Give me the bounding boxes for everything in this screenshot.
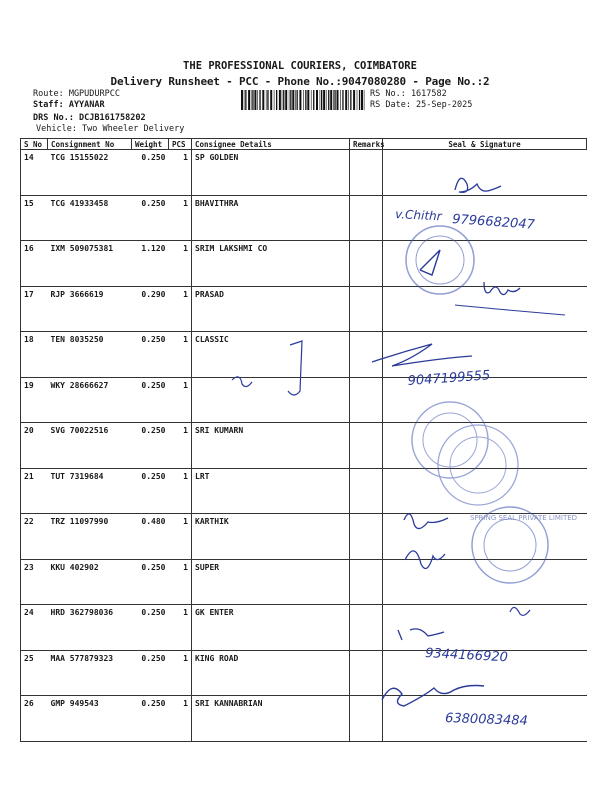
seal-signature-cell <box>383 195 587 241</box>
weight-cell: 0.290 <box>132 286 169 332</box>
consignment-cell: TEN 8035250 <box>48 332 132 378</box>
pcs-cell: 1 <box>169 423 192 469</box>
consignment-cell: KKU 402902 <box>48 559 132 605</box>
consignment-cell: TRZ 11097990 <box>48 514 132 560</box>
col-weight: Weight <box>132 139 169 150</box>
consignee-cell: KING ROAD <box>192 650 350 696</box>
weight-cell: 0.250 <box>132 650 169 696</box>
seal-signature-cell <box>383 696 587 742</box>
vehicle-label: Vehicle: Two Wheeler Delivery <box>36 124 185 134</box>
sno-cell: 19 <box>21 377 48 423</box>
remarks-cell <box>350 286 383 332</box>
pcs-cell: 1 <box>169 468 192 514</box>
weight-cell: 0.250 <box>132 605 169 651</box>
pcs-cell: 1 <box>169 195 192 241</box>
col-consignment: Consignment No <box>48 139 132 150</box>
remarks-cell <box>350 150 383 196</box>
table-row <box>21 514 587 560</box>
consignee-cell: BHAVITHRA <box>192 195 350 241</box>
table-row <box>21 559 587 605</box>
seal-signature-cell <box>383 468 587 514</box>
pcs-cell: 1 <box>169 696 192 742</box>
table-row <box>21 332 587 378</box>
remarks-cell <box>350 332 383 378</box>
barcode-image <box>241 90 365 110</box>
consignee-cell: SRIM LAKSHMI CO <box>192 241 350 287</box>
seal-signature-cell <box>383 241 587 287</box>
weight-cell: 0.480 <box>132 514 169 560</box>
consignment-cell: MAA 577879323 <box>48 650 132 696</box>
handwritten-name: v.Chithr <box>394 207 443 224</box>
table-row <box>21 696 587 742</box>
consignee-cell: KARTHIK <box>192 514 350 560</box>
rs-date-label: RS Date: 25-Sep-2025 <box>370 100 473 110</box>
pcs-cell: 1 <box>169 377 192 423</box>
remarks-cell <box>350 696 383 742</box>
pcs-cell: 1 <box>169 286 192 332</box>
consignee-cell: SP GOLDEN <box>192 150 350 196</box>
table-row <box>21 150 587 196</box>
consignment-cell: SVG 70022516 <box>48 423 132 469</box>
col-consignee: Consignee Details <box>192 139 350 150</box>
consignment-cell: HRD 362798036 <box>48 605 132 651</box>
sno-cell: 18 <box>21 332 48 378</box>
table-row <box>21 241 587 287</box>
pcs-cell: 1 <box>169 605 192 651</box>
sno-cell: 21 <box>21 468 48 514</box>
table-row <box>21 650 587 696</box>
weight-cell: 0.250 <box>132 696 169 742</box>
remarks-cell <box>350 605 383 651</box>
staff-label: Staff: AYYANAR <box>33 100 105 110</box>
handwritten-phone: 9047199555 <box>407 368 491 389</box>
drs-label: DRS No.: DCJB161758202 <box>33 113 146 123</box>
remarks-cell <box>350 423 383 469</box>
consignment-cell: TCG 15155022 <box>48 150 132 196</box>
table-row <box>21 195 587 241</box>
pcs-cell: 1 <box>169 514 192 560</box>
seal-signature-cell <box>383 605 587 651</box>
seal-signature-cell <box>383 559 587 605</box>
sno-cell: 26 <box>21 696 48 742</box>
col-pcs: PCS <box>169 139 192 150</box>
sno-cell: 17 <box>21 286 48 332</box>
consignment-cell: TCG 41933458 <box>48 195 132 241</box>
consignee-cell <box>192 377 350 423</box>
pcs-cell: 1 <box>169 332 192 378</box>
seal-signature-cell <box>383 650 587 696</box>
seal-signature-cell <box>383 377 587 423</box>
seal-signature-cell <box>383 514 587 560</box>
remarks-cell <box>350 377 383 423</box>
table-row <box>21 286 587 332</box>
remarks-cell <box>350 650 383 696</box>
table-header-row <box>21 139 587 150</box>
consignment-cell: WKY 28666627 <box>48 377 132 423</box>
weight-cell: 0.250 <box>132 559 169 605</box>
remarks-cell <box>350 514 383 560</box>
route-label: Route: MGPUDURPCC <box>33 89 120 99</box>
col-remarks: Remarks <box>350 139 383 150</box>
seal-signature-cell <box>383 286 587 332</box>
consignment-cell: GMP 949543 <box>48 696 132 742</box>
sno-cell: 16 <box>21 241 48 287</box>
pcs-cell: 1 <box>169 241 192 287</box>
table-row <box>21 605 587 651</box>
pcs-cell: 1 <box>169 559 192 605</box>
remarks-cell <box>350 468 383 514</box>
weight-cell: 0.250 <box>132 150 169 196</box>
handwritten-phone: 9796682047 <box>451 212 536 233</box>
sno-cell: 22 <box>21 514 48 560</box>
weight-cell: 0.250 <box>132 332 169 378</box>
weight-cell: 0.250 <box>132 423 169 469</box>
remarks-cell <box>350 241 383 287</box>
weight-cell: 0.250 <box>132 195 169 241</box>
consignee-cell: SRI KANNABRIAN <box>192 696 350 742</box>
runsheet-subtitle: Delivery Runsheet - PCC - Phone No.:9047080280 - Page No.:2 <box>110 75 490 88</box>
weight-cell: 1.120 <box>132 241 169 287</box>
remarks-cell <box>350 559 383 605</box>
rs-no-label: RS No.: 1617582 <box>370 89 447 99</box>
runsheet-title: THE PROFESSIONAL COURIERS, COIMBATORE <box>183 60 417 72</box>
consignment-cell: RJP 3666619 <box>48 286 132 332</box>
consignee-cell: SRI KUMARN <box>192 423 350 469</box>
sno-cell: 20 <box>21 423 48 469</box>
handwritten-phone: 9344166920 <box>424 646 509 666</box>
table-row <box>21 423 587 469</box>
pcs-cell: 1 <box>169 650 192 696</box>
seal-signature-cell <box>383 332 587 378</box>
consignee-cell: CLASSIC <box>192 332 350 378</box>
svg-text:SPRING SEAL PRIVATE LIMITED: SPRING SEAL PRIVATE LIMITED <box>470 514 578 522</box>
consignment-cell: IXM 509075381 <box>48 241 132 287</box>
weight-cell: 0.250 <box>132 468 169 514</box>
sno-cell: 14 <box>21 150 48 196</box>
handwritten-phone: 6380083484 <box>444 711 529 729</box>
consignee-cell: LRT <box>192 468 350 514</box>
weight-cell: 0.250 <box>132 377 169 423</box>
col-sno: S No <box>21 139 48 150</box>
sno-cell: 24 <box>21 605 48 651</box>
table-row <box>21 468 587 514</box>
sno-cell: 25 <box>21 650 48 696</box>
consignee-cell: GK ENTER <box>192 605 350 651</box>
sno-cell: 15 <box>21 195 48 241</box>
pcs-cell: 1 <box>169 150 192 196</box>
consignment-cell: TUT 7319684 <box>48 468 132 514</box>
seal-signature-cell <box>383 423 587 469</box>
consignee-cell: PRASAD <box>192 286 350 332</box>
col-seal-signature: Seal & Signature <box>383 139 587 150</box>
runsheet-table <box>20 138 587 742</box>
seal-signature-cell <box>383 150 587 196</box>
remarks-cell <box>350 195 383 241</box>
sno-cell: 23 <box>21 559 48 605</box>
table-row <box>21 377 587 423</box>
consignee-cell: SUPER <box>192 559 350 605</box>
